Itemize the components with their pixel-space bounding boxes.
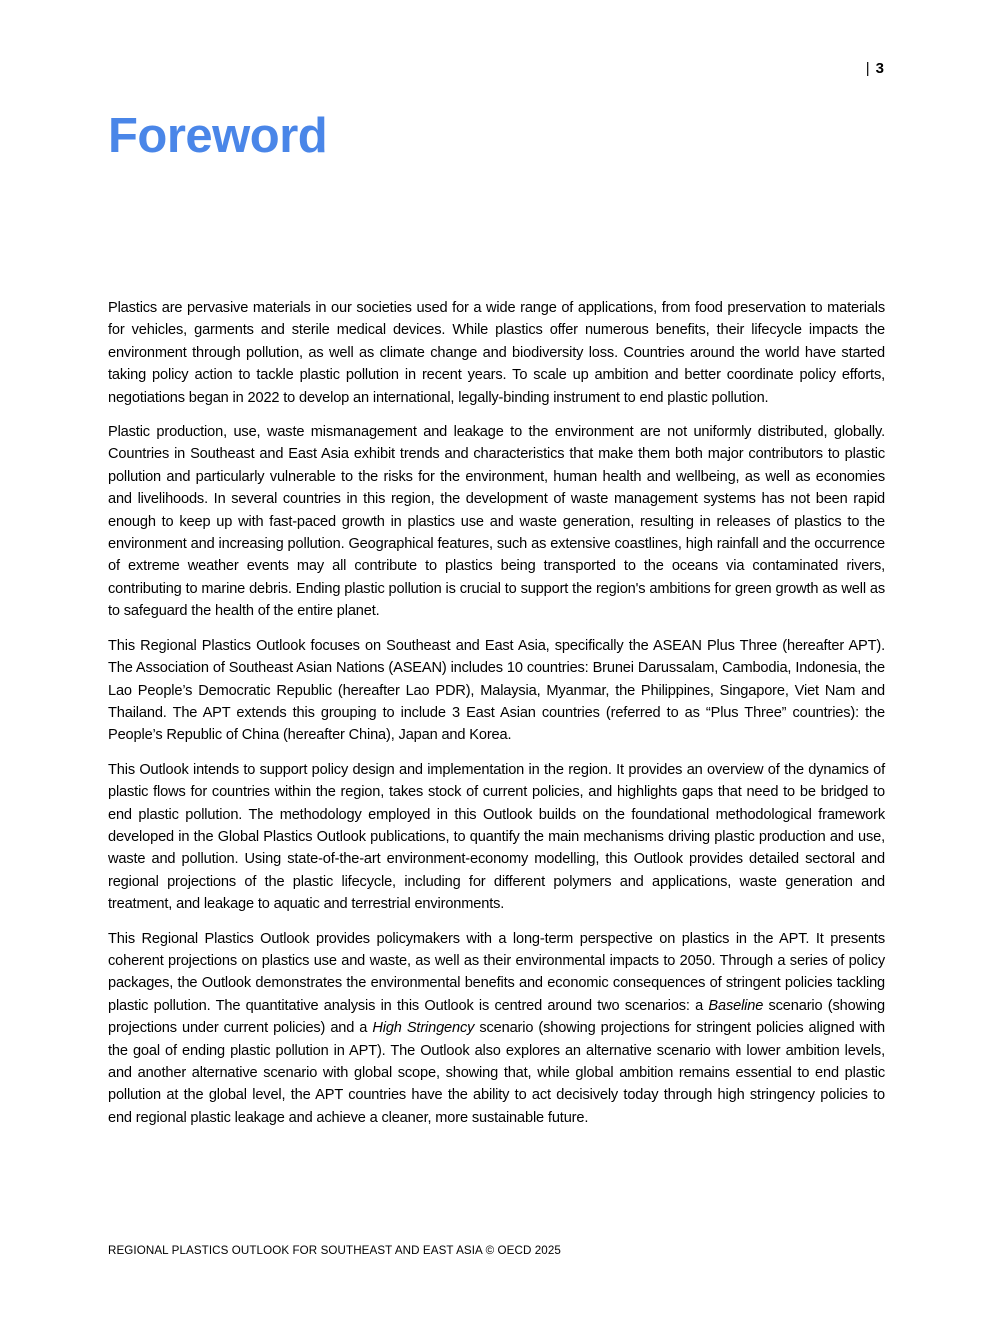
paragraph: This Regional Plastics Outlook focuses on Southeast and East Asia, specifically the ASEAN Plus Three (hereafter APT). The Association of Southeast Asian Nations (ASEAN) includes 10 countries: Brunei Darussalam, Cambodia, Indonesia, the Lao People’s Democratic Republic (hereafter Lao PDR), Malaysia, Myanmar, the Philippines, Singapore, Viet Nam and Thailand. The APT extends this grouping to include 3 East Asian countries (referred to as “Plus Three” countries): the People’s Republic of China (hereafter China), Japan and Korea. xyxy=(108,637,885,744)
paragraph: This Outlook intends to support policy design and implementation in the region. It provides an overview of the dynamics of plastic flows for countries within the region, takes stock of current policies, and highlights gaps that need to be bridged to end plastic pollution. The methodology employed in this Outlook builds on the foundational methodological framework developed in the Global Plastics Outlook publications, to quantify the main mechanisms driving plastic production and use, waste and pollution. Using state-of-the-art environment-economy modelling, this Outlook provides detailed sectoral and regional projections of the plastic lifecycle, including for different polymers and applications, waste generation and treatment, and leakage to aquatic and terrestrial environments. xyxy=(108,761,885,913)
page-number xyxy=(866,60,884,77)
body-text xyxy=(108,297,885,1141)
paragraph: This Regional Plastics Outlook provides policymakers with a long-term perspective on plastics in the APT. It presents coherent projections on plastics use and waste, as well as their environmental impacts to 2050. Through a series of policy packages, the Outlook demonstrates the environmental benefits and economic consequences of stringent policies tackling plastic pollution. The quantitative analysis in this Outlook is centred around two scenarios: a Baseline scenario (showing projections under current policies) and a High Stringency scenario (showing projections for stringent policies aligned with the goal of ending plastic pollution in APT). The Outlook also explores an alternative scenario with lower ambition levels, and another alternative scenario with global scope, showing that, while global ambition remains essential to end plastic pollution at the global level, the APT countries have the ability to act decisively today through high stringency policies to end regional plastic leakage and achieve a cleaner, more sustainable future. xyxy=(108,930,885,1126)
paragraph: Plastics are pervasive materials in our societies used for a wide range of applications, from food preservation to materials for vehicles, garments and sterile medical devices. While plastics offer numerous benefits, their lifecycle impacts the environment through pollution, as well as climate change and biodiversity loss. Countries around the world have started taking policy action to tackle plastic pollution in recent years. To scale up ambition and better coordinate policy efforts, negotiations began in 2022 to develop an international, legally-binding instrument to end plastic pollution. xyxy=(108,300,885,406)
running-footer: REGIONAL PLASTICS OUTLOOK FOR SOUTHEAST AND EAST ASIA © OECD 2025 xyxy=(108,1244,561,1257)
paragraph: Plastic production, use, waste mismanagement and leakage to the environment are not uniformly distributed, globally. Countries in Southeast and East Asia exhibit trends and characteristics that make them both major contributors to plastic pollution and particularly vulnerable to the risks for the environment, human health and wellbeing, as well as economies and livelihoods. In several countries in this region, the development of waste management systems has not been rapid enough to keep up with fast-paced growth in plastics use and waste generation, resulting in releases of plastics to the environment and increasing pollution. Geographical features, such as extensive coastlines, high rainfall and the occurrence of extreme weather events may all contribute to plastics being transported to the oceans via contaminated rivers, contributing to marine debris. Ending plastic pollution is crucial to support the region's ambitions for green growth as well as to safeguard the health of the entire planet. xyxy=(108,424,885,620)
page-number-separator: | xyxy=(865,60,870,77)
page-number-value: 3 xyxy=(875,60,884,77)
page-title: Foreword xyxy=(108,109,328,163)
